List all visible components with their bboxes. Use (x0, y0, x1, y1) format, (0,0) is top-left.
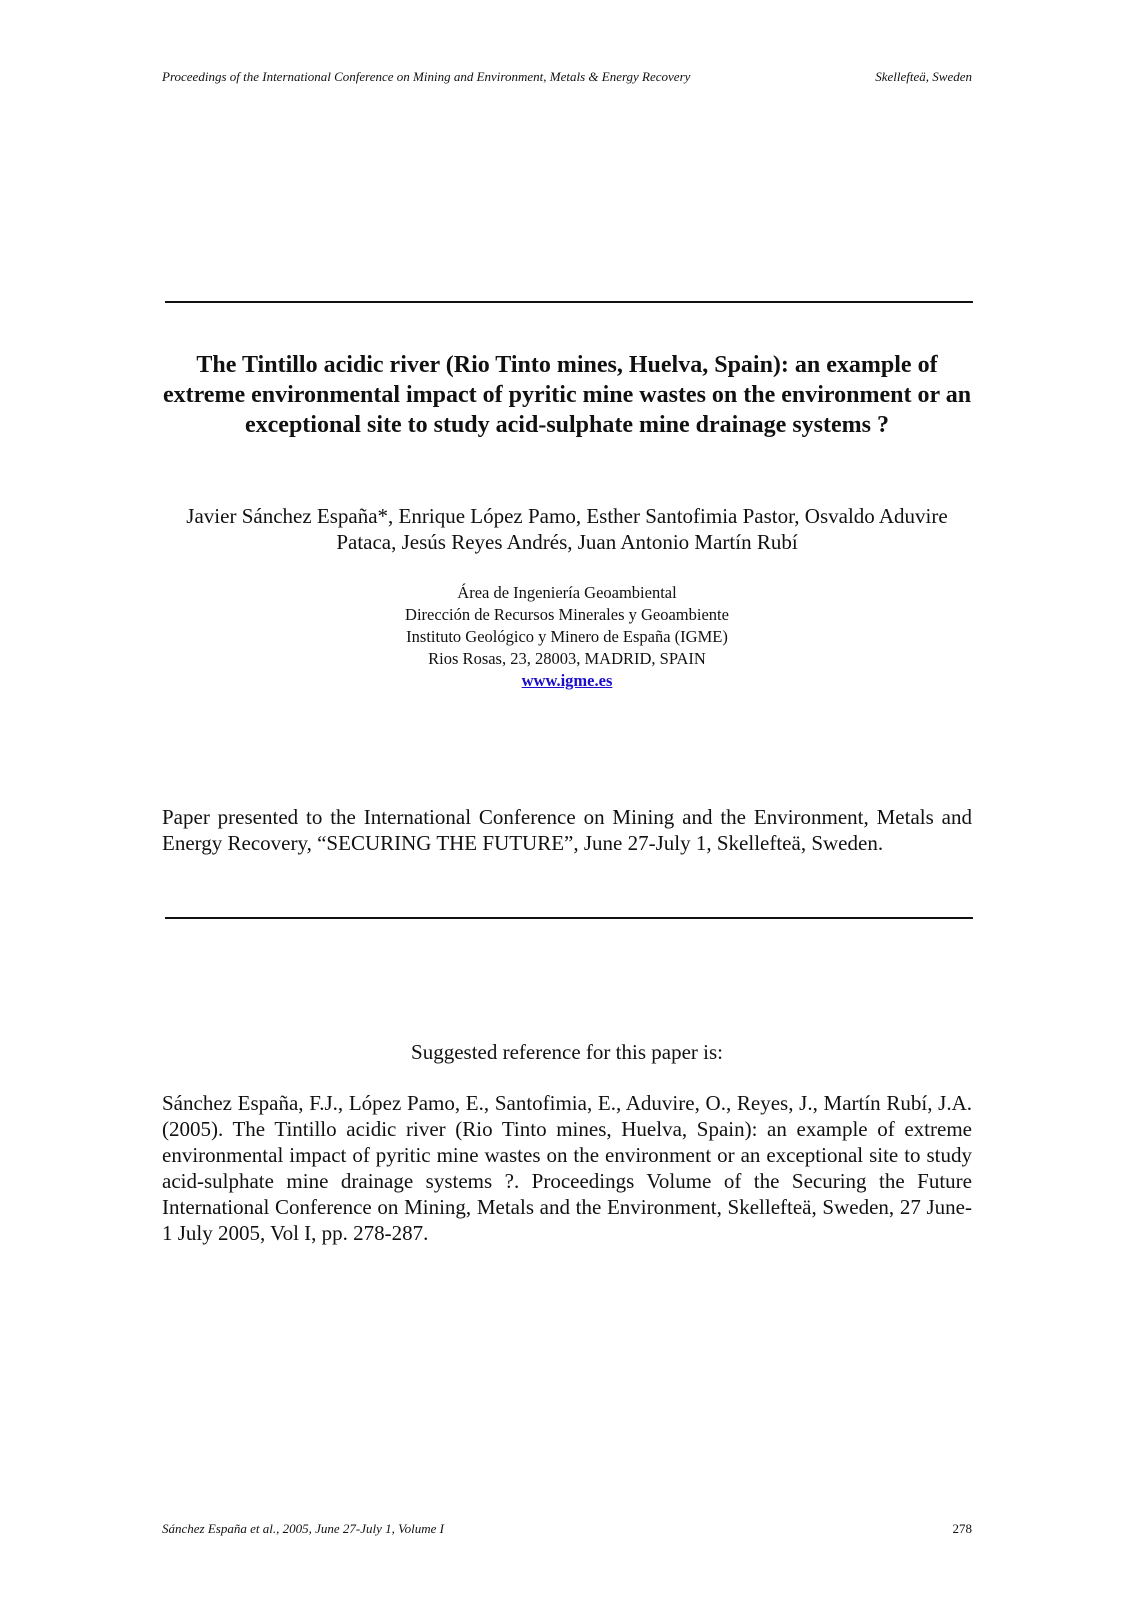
affiliation-department: Área de Ingeniería Geoambiental (457, 583, 677, 602)
author-list: Javier Sánchez España*, Enrique López Pamo, Esther Santofimia Pastor, Osvaldo Aduvire Pataca, Jesús Reyes Andrés, Juan Antonio Martín Rubí (186, 504, 948, 554)
header-proceedings-title: Proceedings of the International Conference on Mining and Environment, Metals & Energy Recovery (162, 69, 691, 84)
website-link[interactable]: www.igme.es (521, 671, 613, 690)
affiliation-block (162, 582, 972, 692)
suggested-reference-heading: Suggested reference for this paper is: (411, 1040, 723, 1064)
page-number: 278 (952, 1521, 972, 1536)
citation-text: Sánchez España, F.J., López Pamo, E., Santofimia, E., Aduvire, O., Reyes, J., Martín Rubí, J.A. (2005). The Tintillo acidic river (Rio Tinto mines, Huelva, Spain): an example of extreme environmental impact of pyritic mine wastes on the environment or an exceptional site to study acid-sulphate mine drainage systems ?. Proceedings Volume of the Securing the Future International Conference on Mining, Metals and the Environment, Skellefteä, Sweden, 27 June-1 July 2005, Vol I, pp. 278-287. (162, 1091, 972, 1245)
affiliation-institute: Instituto Geológico y Minero de España (IGME) (406, 627, 728, 646)
paper-title: The Tintillo acidic river (Rio Tinto mines, Huelva, Spain): an example of extreme environmental impact of pyritic mine wastes on the environment or an exceptional site to study acid-sulphate mine drainage systems ? (162, 352, 972, 438)
bottom-divider (165, 917, 973, 919)
running-footer (162, 1519, 972, 1539)
affiliation-address: Rios Rosas, 23, 28003, MADRID, SPAIN (428, 649, 706, 668)
affiliation-division: Dirección de Recursos Minerales y Geoambiente (405, 605, 729, 624)
running-header (162, 67, 972, 87)
top-divider (165, 301, 973, 303)
footer-citation: Sánchez España et al., 2005, June 27-July 1, Volume I (162, 1521, 444, 1536)
header-location: Skellefteä, Sweden (875, 69, 972, 84)
presentation-note: Paper presented to the International Conference on Mining and the Environment, Metals and Energy Recovery, “SECURING THE FUTURE”, June 27-July 1, Skellefteä, Sweden. (162, 805, 972, 855)
